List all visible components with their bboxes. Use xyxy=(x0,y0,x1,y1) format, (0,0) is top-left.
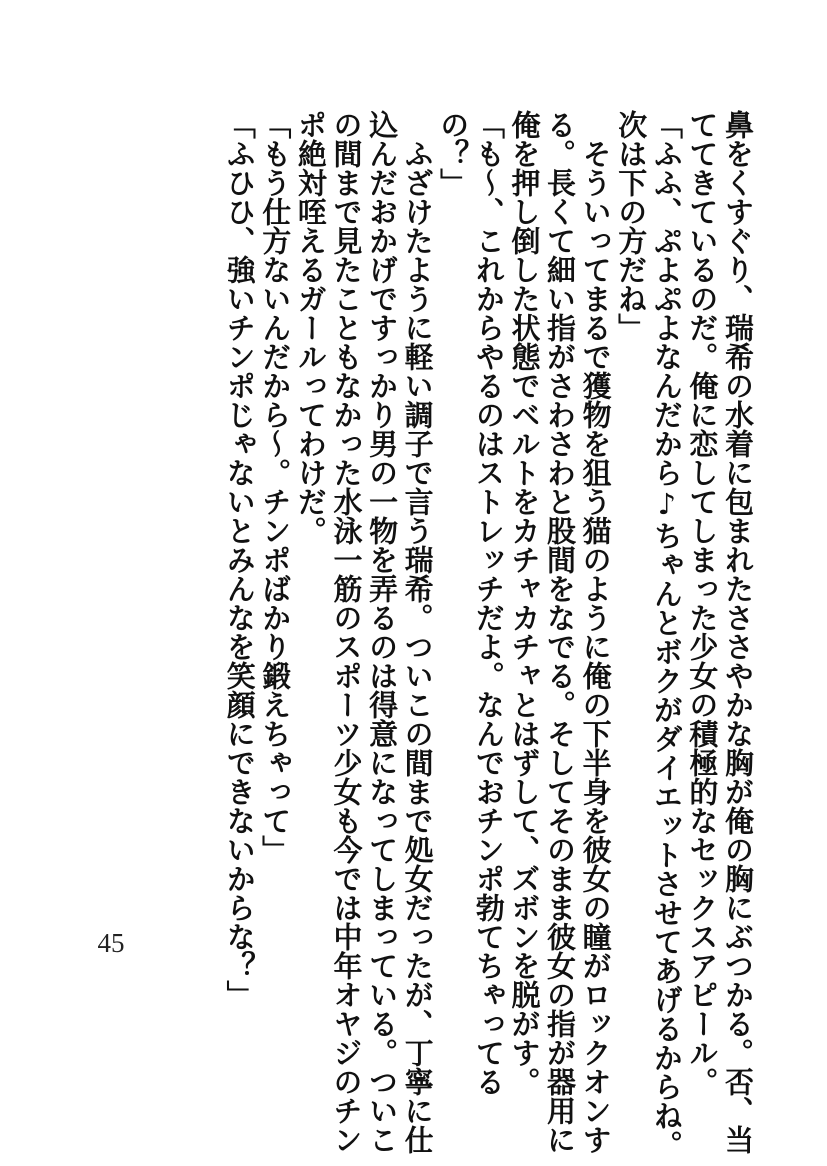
text-column-11: 込んだおかげですっかり男の一物を弄るのは得意になってしまっている。ついこ xyxy=(365,110,400,1154)
text-column-6: る。長くて細い指がさわさわと股間をなでる。そしてそのまま彼女の指が器用に xyxy=(543,110,578,1154)
text-column-1: 鼻をくすぐり、瑞希の水着に包まれたささやかな胸が俺の胸にぶつかる。否、当 xyxy=(721,110,755,1154)
text-column-3: 「ふふ、ぷよぷよなんだから♪ちゃんとボクがダイエットさせてあげるからね。 xyxy=(649,110,684,1159)
text-column-2: ててきているのだ。俺に恋してしまった少女の積極的なセックスアピール。 xyxy=(685,110,720,1096)
page-number: 45 xyxy=(97,928,125,958)
text-column-14: 「もう仕方ないんだから～。チンポばかり鍛えちゃって」 xyxy=(258,110,293,864)
text-column-8: 「も～、これからやるのはストレッチだよ。なんでおチンポ勃てちゃってる xyxy=(471,110,506,1096)
text-column-4: 次は下の方だね」 xyxy=(614,110,649,342)
text-column-9: の？」 xyxy=(436,110,471,197)
text-column-5: そういってまるで獲物を狙う猫のように俺の下半身を彼女の瞳がロックオンす xyxy=(578,110,613,1154)
vertical-text-body xyxy=(221,110,755,1159)
text-column-12: の間まで見たこともなかった水泳一筋のスポーツ少女も今では中年オヤジのチン xyxy=(329,110,364,1154)
text-column-13: ポ絶対咥えるガールってわけだ。 xyxy=(293,110,328,545)
text-column-15: 「ふひひ、強いチンポじゃないとみんなを笑顔にできないからな？」 xyxy=(222,110,257,1009)
text-column-7: 俺を押し倒した状態でベルトをカチャカチャとはずして、ズボンを脱がす。 xyxy=(507,110,542,1096)
text-column-10: ふざけたように軽い調子で言う瑞希。ついこの間まで処女だったが、丁寧に仕 xyxy=(400,110,435,1154)
